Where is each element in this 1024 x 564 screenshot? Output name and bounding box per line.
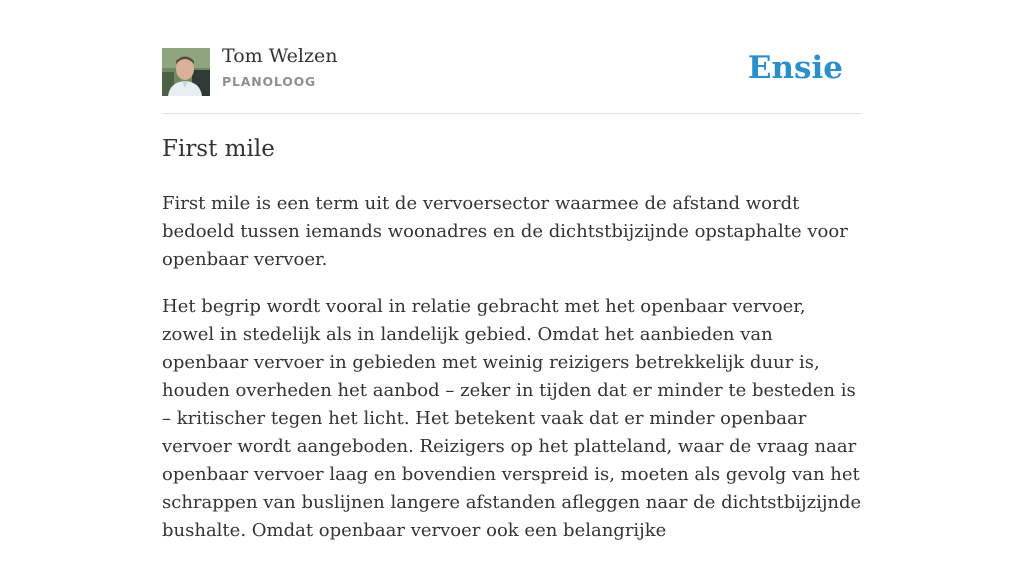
avatar-photo-icon <box>162 48 210 96</box>
author-name[interactable]: Tom Welzen <box>222 45 338 67</box>
author-header <box>162 40 862 114</box>
article-paragraph: Het begrip wordt vooral in relatie gebracht met het openbaar vervoer, zowel in stedelijk als in landelijk gebied. Omdat het aanbieden van openbaar vervoer in gebieden met weinig reizigers betrekkelijk duur is, houden overheden het aanbod – zeker in tijden dat er minder te besteden is – kritischer tegen het licht. Het betekent vaak dat er minder openbaar vervoer wordt aangeboden. Reizigers op het platteland, waar de vraag naar openbaar vervoer laag en bovendien verspreid is, moeten als gevolg van het schrappen van buslijnen langere afstanden afleggen naar de dichtstbijzijnde bushalte. Omdat openbaar vervoer ook een belangrijke <box>162 296 862 541</box>
article-body <box>162 190 862 564</box>
author-role: PLANOLOOG <box>222 74 317 89</box>
article-title: First mile <box>162 136 275 162</box>
author-avatar[interactable] <box>162 48 210 96</box>
article-paragraph: First mile is een term uit de vervoersector waarmee de afstand wordt bedoeld tussen iemands woonadres en de dichtstbijzijnde opstaphalte voor openbaar vervoer. <box>162 193 848 270</box>
ensie-logo[interactable]: Ensie <box>747 50 843 86</box>
page-container <box>162 0 862 541</box>
